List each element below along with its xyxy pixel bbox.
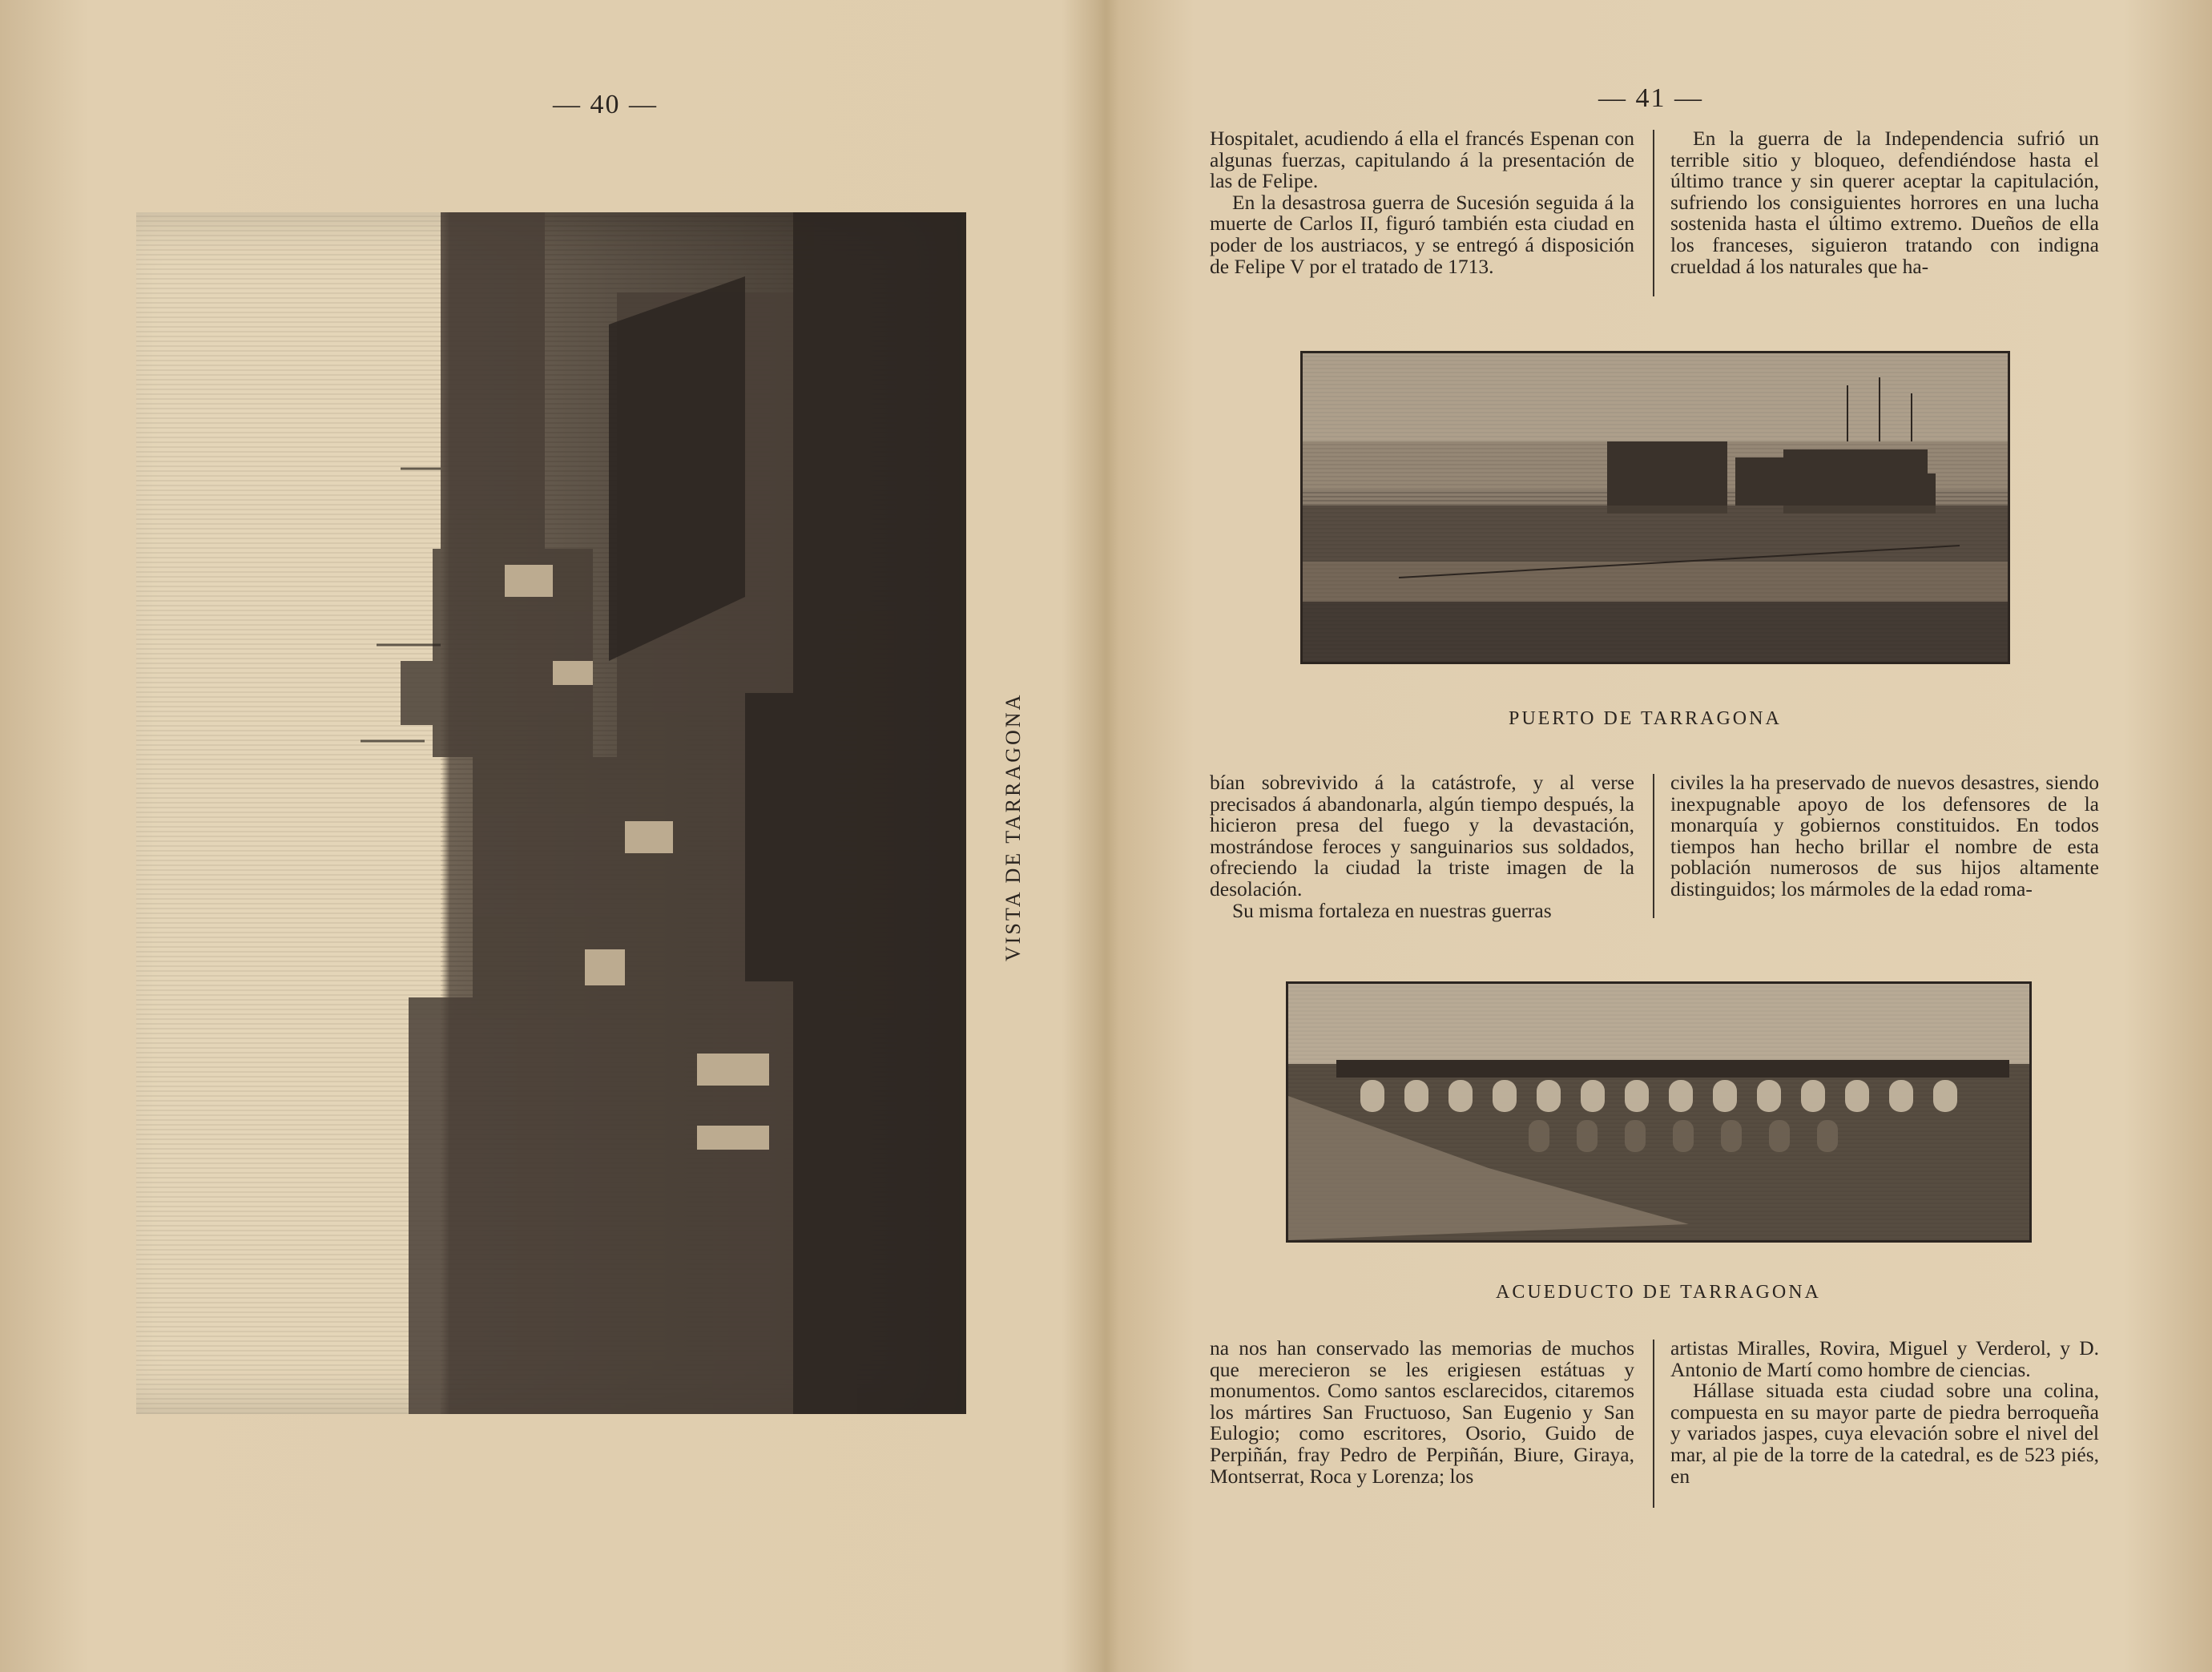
paragraph: En la guerra de la Independencia sufrió un terrible sitio y bloqueo, defendiéndose hasta el último trance y sin querer aceptar la capitulación, sufriendo los consiguientes horrores en una lucha sostenida hasta el último extremo. Dueños de ella los franceses, siguieron tratando con indigna crueldad á los naturales que ha- xyxy=(1670,127,2099,278)
text-column-3-right xyxy=(1670,1338,2099,1487)
right-page xyxy=(1118,0,2212,1672)
engraving-caption: VISTA DE TARRAGONA xyxy=(1001,692,1025,961)
paragraph: Hospitalet, acudiendo á ella el francés Espenan con algunas fuerzas, capitulando á la presentación de las de Felipe. xyxy=(1210,127,1634,193)
text-column-2-right xyxy=(1670,772,2099,900)
page-number-right: — 41 — xyxy=(1598,83,1703,113)
paragraph: En la desastrosa guerra de Sucesión seguida á la muerte de Carlos II, figuró también esta ciudad en poder de los austriacos, y se entregó á disposición de Felipe V por el tratado de 1713. xyxy=(1210,190,1634,278)
figure-caption-aqueduct: ACUEDUCTO DE TARRAGONA xyxy=(1496,1282,1821,1303)
figure-caption-harbor: PUERTO DE TARRAGONA xyxy=(1509,708,1782,729)
paragraph: Su misma fortaleza en nuestras guerras xyxy=(1232,898,1552,922)
column-rule xyxy=(1653,774,1654,918)
column-rule xyxy=(1653,1340,1654,1508)
paragraph: bían sobrevivido á la catástrofe, y al verse precisados á abandonarla, algún tiempo después, la hicieron presa del fuego y la devastación, mostrándose feroces y sanguinarios sus soldados, ofreciendo la ciudad la triste imagen de la desolación. xyxy=(1210,771,1634,900)
engraving-art xyxy=(136,212,961,1414)
paragraph: Hállase situada esta ciudad sobre una colina, compuesta en su mayor parte de piedra berroqueña y variados jaspes, cuya elevación sobre el nivel del mar, al pie de la torre de la catedral, es de 523 piés, en xyxy=(1670,1379,2099,1488)
column-rule xyxy=(1653,130,1654,296)
page-number-left: — 40 — xyxy=(553,90,658,119)
tarragona-view-engraving xyxy=(136,212,966,1414)
text-column-1-left xyxy=(1210,128,1634,277)
text-column-3-left xyxy=(1210,1338,1634,1487)
paragraph: na nos han conservado las memorias de muchos que merecieron se les erigiesen estátuas y monumentos. Como santos esclarecidos, citaremos los mártires San Fructuoso, San Eugenio y San Eulogio; como escritores, Osorio, Guido de Perpiñán, fray Pedro de Perpiñán, Biure, Giraya, Montserrat, Roca y Lorenza; los xyxy=(1210,1336,1634,1488)
paragraph: civiles la ha preservado de nuevos desastres, siendo inexpugnable apoyo de los defensores de la monarquía y gobiernos constituidos. En todos tiempos han hecho brillar el nombre de esta población numerosos de sus hijos altamente distinguidos; los mármoles de la edad roma- xyxy=(1670,771,2099,900)
text-column-1-right xyxy=(1670,128,2099,277)
harbor-art xyxy=(1303,353,2008,662)
paragraph: artistas Miralles, Rovira, Miguel y Verderol, y D. Antonio de Martí como hombre de ciencias. xyxy=(1670,1336,2099,1381)
aqueduct-engraving xyxy=(1286,981,2032,1243)
harbor-engraving xyxy=(1300,351,2010,664)
text-column-2-left xyxy=(1210,772,1634,921)
aqueduct-art xyxy=(1288,984,2029,1240)
